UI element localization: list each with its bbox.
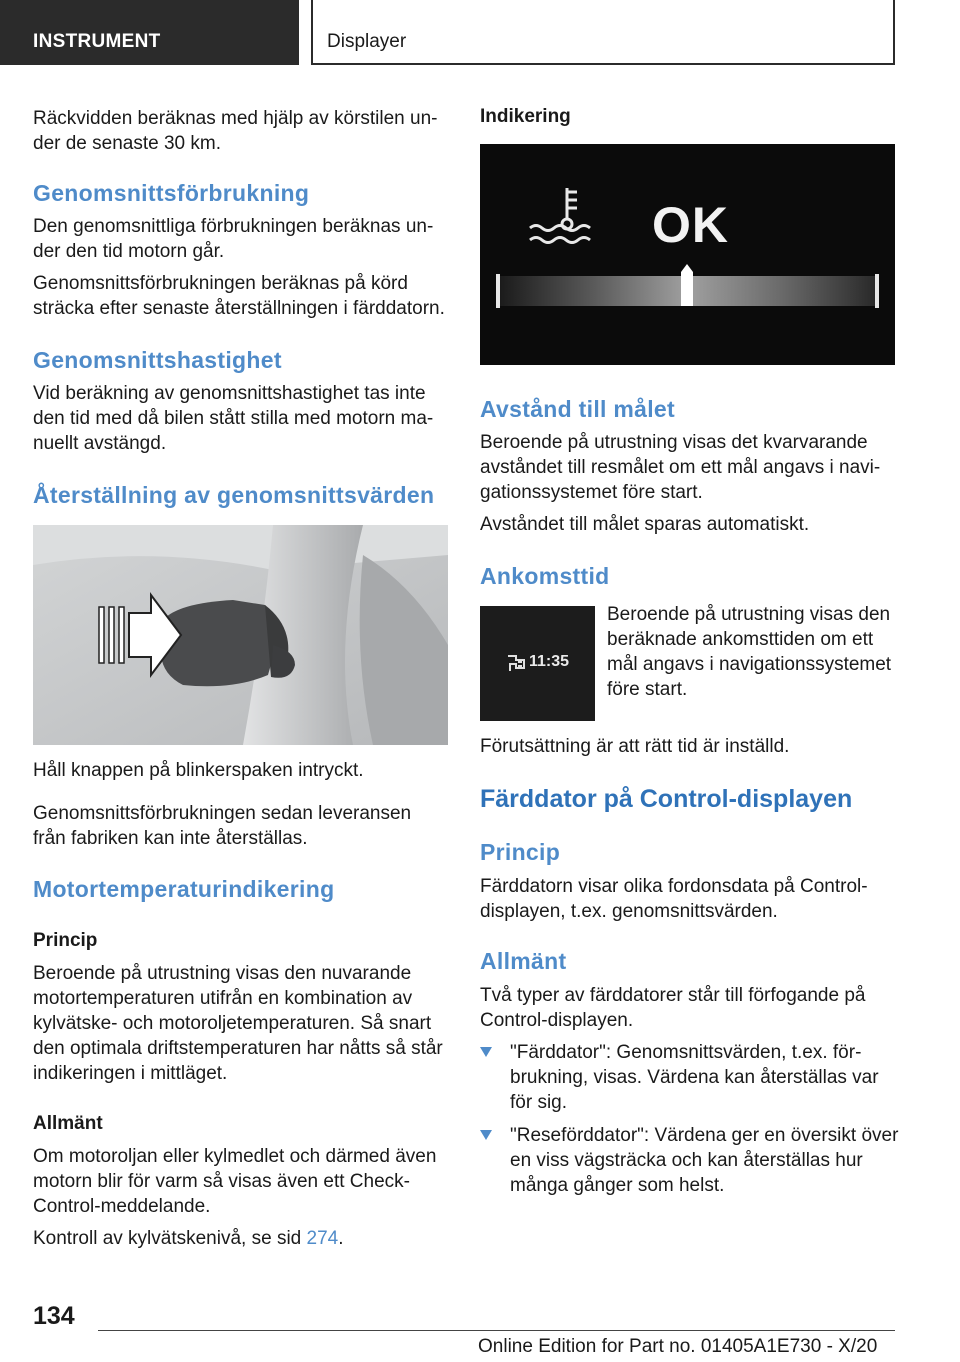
heading-reset-averages: Återställning av genomsnittsvärden [33,482,435,508]
bullet-text: "Färddator": Genomsnittsvärden, t.ex. förbrukning, visas. Värdena kan återställas var för sig. [510,1042,879,1113]
gauge-graphics [480,144,895,365]
page-number: 134 [33,1302,75,1330]
coolant-check-text: Kontroll av kylvätskenivå, se sid [33,1228,307,1249]
temperature-gauge-display [480,144,895,365]
distance-paragraph-2: Avståndet till målet sparas automatiskt. [480,514,810,535]
heading-engine-temperature: Motortemperaturindikering [33,876,335,902]
heading-average-speed: Genomsnittshastighet [33,347,282,373]
bullet-triangle-icon [480,1047,492,1057]
hold-button-paragraph: Håll knappen på blinkerspaken intryckt. [33,760,364,781]
distance-paragraph-1: Beroende på utrustning visas det kvarvarande avståndet till resmålet om ett mål angavs i navigationssystemet före start. [480,432,881,503]
factory-reset-paragraph: Genomsnittsförbrukningen sedan leveransen från fabriken kan inte återställas. [33,803,412,849]
page-link-274[interactable]: 274 [306,1228,339,1249]
section-tab: INSTRUMENT [0,0,299,65]
arrival-time-display [480,606,595,721]
subheading-general: Allmänt [33,1113,103,1134]
subheading-indication: Indikering [480,106,571,127]
coolant-check-suffix: . [338,1228,344,1249]
heading-average-consumption: Genomsnittsförbrukning [33,180,310,206]
engine-overheat-paragraph: Om motoroljan eller kylmedlet och därmed även motorn blir för varm så visas även ett Check-Control-meddelande. [33,1146,437,1217]
subheading-principle: Princip [33,930,98,951]
heading-general: Allmänt [480,948,567,974]
stalk-illustration [33,525,448,745]
heading-arrival-time: Ankomsttid [480,563,610,589]
avg-consumption-paragraph-2: Genomsnittsförbrukningen beräknas på körd sträcka efter senaste återställningen i färddatorn. [33,273,445,319]
edition-footer: Online Edition for Part no. 01405A1E730 - X/20 [478,1336,878,1357]
arrival-clock: 11:35 [529,653,570,670]
heading-principle: Princip [480,839,561,865]
trip-general-paragraph: Två typer av färddatorer står till förfogande på Control-displayen. [480,985,866,1031]
chapter-title: Displayer [311,0,895,65]
time-set-paragraph: Förutsättning är att rätt tid är inställd. [480,736,790,757]
heading-trip-computer: Färddator på Control-displayen [480,785,853,813]
heading-distance-to-destination: Avstånd till målet [480,396,675,422]
turn-signal-stalk-image [33,525,448,745]
bullet-triangle-icon [480,1130,492,1140]
footer-divider [98,1330,895,1331]
gauge-needle [681,264,693,306]
range-paragraph: Räckvidden beräknas med hjälp av körstilen under de senaste 30 km. [33,108,438,154]
bullet-text: "Reseförddator": Värdena ger en översikt över en viss vägsträcka och kan återställas hur många gånger som helst. [510,1125,899,1196]
arrival-paragraph: Beroende på utrustning visas den beräknade ankomsttiden om ett mål angavs i navigationssystemet före start. [607,604,892,700]
trip-principle-paragraph: Färddatorn visar olika fordonsdata på Control-displayen, t.ex. genomsnittsvärden. [480,876,868,922]
avg-consumption-paragraph-1: Den genomsnittliga förbrukningen beräknas under den tid motorn går. [33,216,434,262]
gauge-ok-label: OK [652,197,729,253]
coolant-temperature-icon [530,188,590,243]
avg-speed-paragraph: Vid beräkning av genomsnittshastighet tas inte den tid med då bilen stått stilla med motorn manuellt avstängd. [33,383,434,454]
engine-temp-principle-paragraph: Beroende på utrustning visas den nuvarande motortemperaturen utifrån en kombination av kylvätske- och motoroljetemperaturen. Så snart den optimala driftstemperaturen har nåtts så står indikeringen i mittläget. [33,963,443,1084]
destination-flag-icon [505,654,527,672]
coolant-check-paragraph [33,1226,449,1251]
